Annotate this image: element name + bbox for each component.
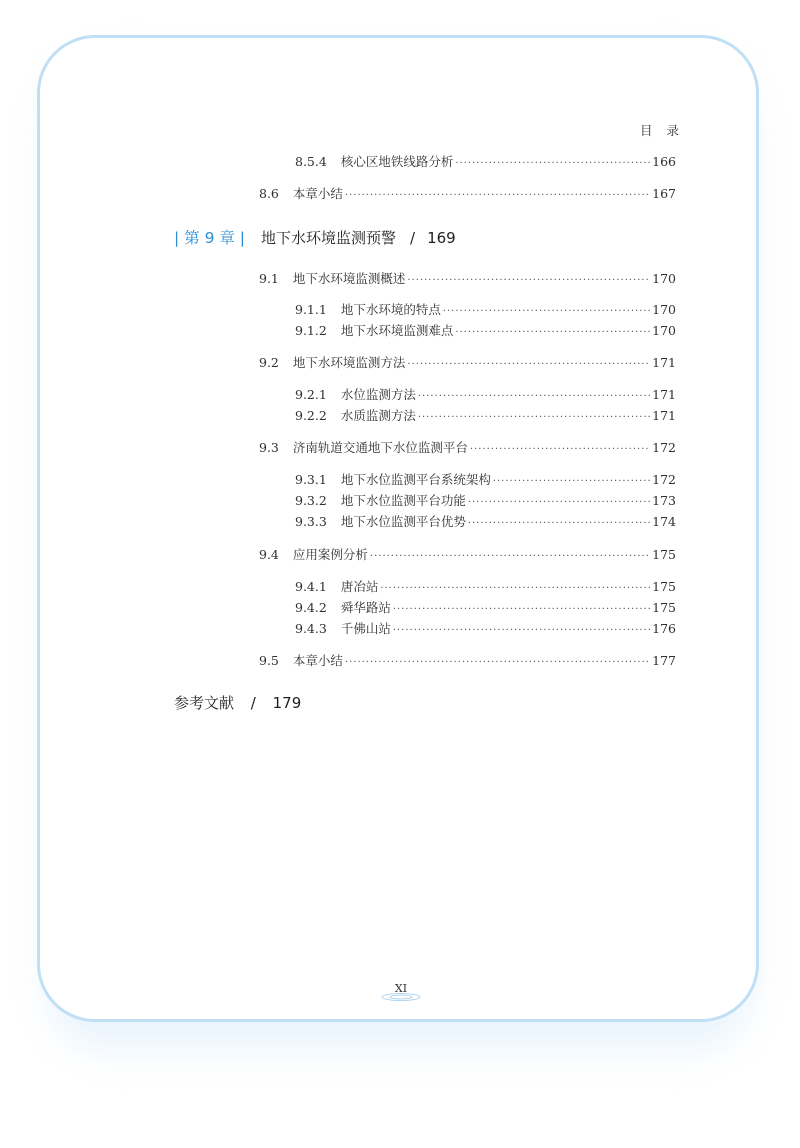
entry-title: 地下水环境监测难点 (340, 323, 454, 338)
entry-title: 地下水位监测平台功能 (340, 493, 466, 508)
toc-entry[interactable] (295, 385, 676, 403)
entry-page: 175 (652, 600, 676, 615)
entry-page: 170 (652, 302, 676, 317)
entry-page: 170 (652, 271, 676, 286)
dot-leader (393, 604, 650, 615)
entry-number: 9.3.2 (295, 493, 327, 508)
entry-title: 本章小结 (292, 653, 343, 668)
chapter-heading[interactable] (174, 226, 456, 248)
entry-page: 171 (652, 355, 676, 370)
entry-title: 水质监测方法 (340, 408, 416, 423)
entry-number: 9.2.1 (295, 387, 327, 402)
dot-leader (493, 476, 650, 487)
entry-title: 核心区地铁线路分析 (340, 154, 454, 169)
running-header: 目 录 (640, 123, 684, 138)
entry-number: 9.2.2 (295, 408, 327, 423)
entry-number: 8.5.4 (295, 154, 327, 169)
entry-number: 9.1.2 (295, 323, 327, 338)
entry-number: 9.3.1 (295, 472, 327, 487)
entry-page: 171 (652, 408, 676, 423)
entry-number: 9.3.3 (295, 514, 327, 529)
dot-leader (407, 359, 650, 370)
entry-page: 173 (652, 493, 676, 508)
references-separator: / (250, 694, 256, 712)
toc-entry[interactable] (259, 269, 676, 287)
references-heading[interactable] (174, 692, 301, 713)
entry-title: 千佛山站 (340, 621, 391, 636)
dot-leader (407, 275, 650, 286)
entry-title: 地下水环境监测概述 (292, 271, 406, 286)
footer-page-number: XI (394, 982, 408, 995)
dot-leader (380, 583, 650, 594)
entry-page: 175 (652, 579, 676, 594)
dot-leader (455, 327, 650, 338)
dot-leader (418, 412, 650, 423)
entry-page: 177 (652, 653, 676, 668)
dot-leader (443, 306, 650, 317)
entry-page: 172 (652, 472, 676, 487)
toc-entry[interactable] (259, 651, 676, 669)
chapter-label: | 第 9 章 | (174, 229, 246, 247)
entry-title: 济南轨道交通地下水位监测平台 (292, 440, 468, 455)
entry-number: 8.6 (259, 186, 279, 201)
entry-page: 172 (652, 440, 676, 455)
toc-entry[interactable] (295, 491, 676, 509)
ripple-icon (380, 992, 422, 1002)
entry-title: 应用案例分析 (292, 547, 368, 562)
references-page: 179 (272, 694, 302, 712)
entry-page: 176 (652, 621, 676, 636)
toc-entry[interactable] (259, 545, 676, 563)
references-title: 参考文献 (174, 694, 235, 712)
chapter-separator: / (410, 229, 416, 247)
entry-page: 170 (652, 323, 676, 338)
toc-entry[interactable] (295, 577, 676, 595)
dot-leader (468, 497, 650, 508)
entry-number: 9.4 (259, 547, 279, 562)
toc-entry[interactable] (295, 470, 676, 488)
toc-entry[interactable] (259, 184, 676, 202)
entry-title: 本章小结 (292, 186, 343, 201)
entry-page: 167 (652, 186, 676, 201)
toc-entry[interactable] (295, 512, 676, 530)
entry-title: 地下水位监测平台系统架构 (340, 472, 491, 487)
entry-page: 171 (652, 387, 676, 402)
entry-page: 175 (652, 547, 676, 562)
toc-entry[interactable] (295, 406, 676, 424)
entry-number: 9.1.1 (295, 302, 327, 317)
entry-title: 地下水环境的特点 (340, 302, 441, 317)
toc-entry[interactable] (259, 353, 676, 371)
toc-entry[interactable] (295, 321, 676, 339)
dot-leader (345, 190, 650, 201)
toc-entry[interactable] (259, 438, 676, 456)
dot-leader (393, 625, 650, 636)
entry-page: 166 (652, 154, 676, 169)
entry-title: 水位监测方法 (340, 387, 416, 402)
toc-entry[interactable] (295, 152, 676, 170)
entry-number: 9.4.3 (295, 621, 327, 636)
dot-leader (370, 551, 650, 562)
chapter-page: 169 (427, 229, 456, 247)
toc-entry[interactable] (295, 598, 676, 616)
entry-title: 舜华路站 (340, 600, 391, 615)
entry-title: 地下水环境监测方法 (292, 355, 406, 370)
dot-leader (468, 518, 650, 529)
chapter-title: 地下水环境监测预警 (261, 229, 397, 247)
entry-title: 地下水位监测平台优势 (340, 514, 466, 529)
dot-leader (418, 391, 650, 402)
toc-entry[interactable] (295, 619, 676, 637)
entry-title: 唐冶站 (340, 579, 379, 594)
entry-number: 9.3 (259, 440, 279, 455)
dot-leader (345, 657, 650, 668)
entry-number: 9.1 (259, 271, 279, 286)
entry-number: 9.4.2 (295, 600, 327, 615)
toc-entry[interactable] (295, 300, 676, 318)
entry-number: 9.2 (259, 355, 279, 370)
entry-number: 9.5 (259, 653, 279, 668)
entry-number: 9.4.1 (295, 579, 327, 594)
dot-leader (470, 444, 650, 455)
dot-leader (455, 158, 650, 169)
entry-page: 174 (652, 514, 676, 529)
